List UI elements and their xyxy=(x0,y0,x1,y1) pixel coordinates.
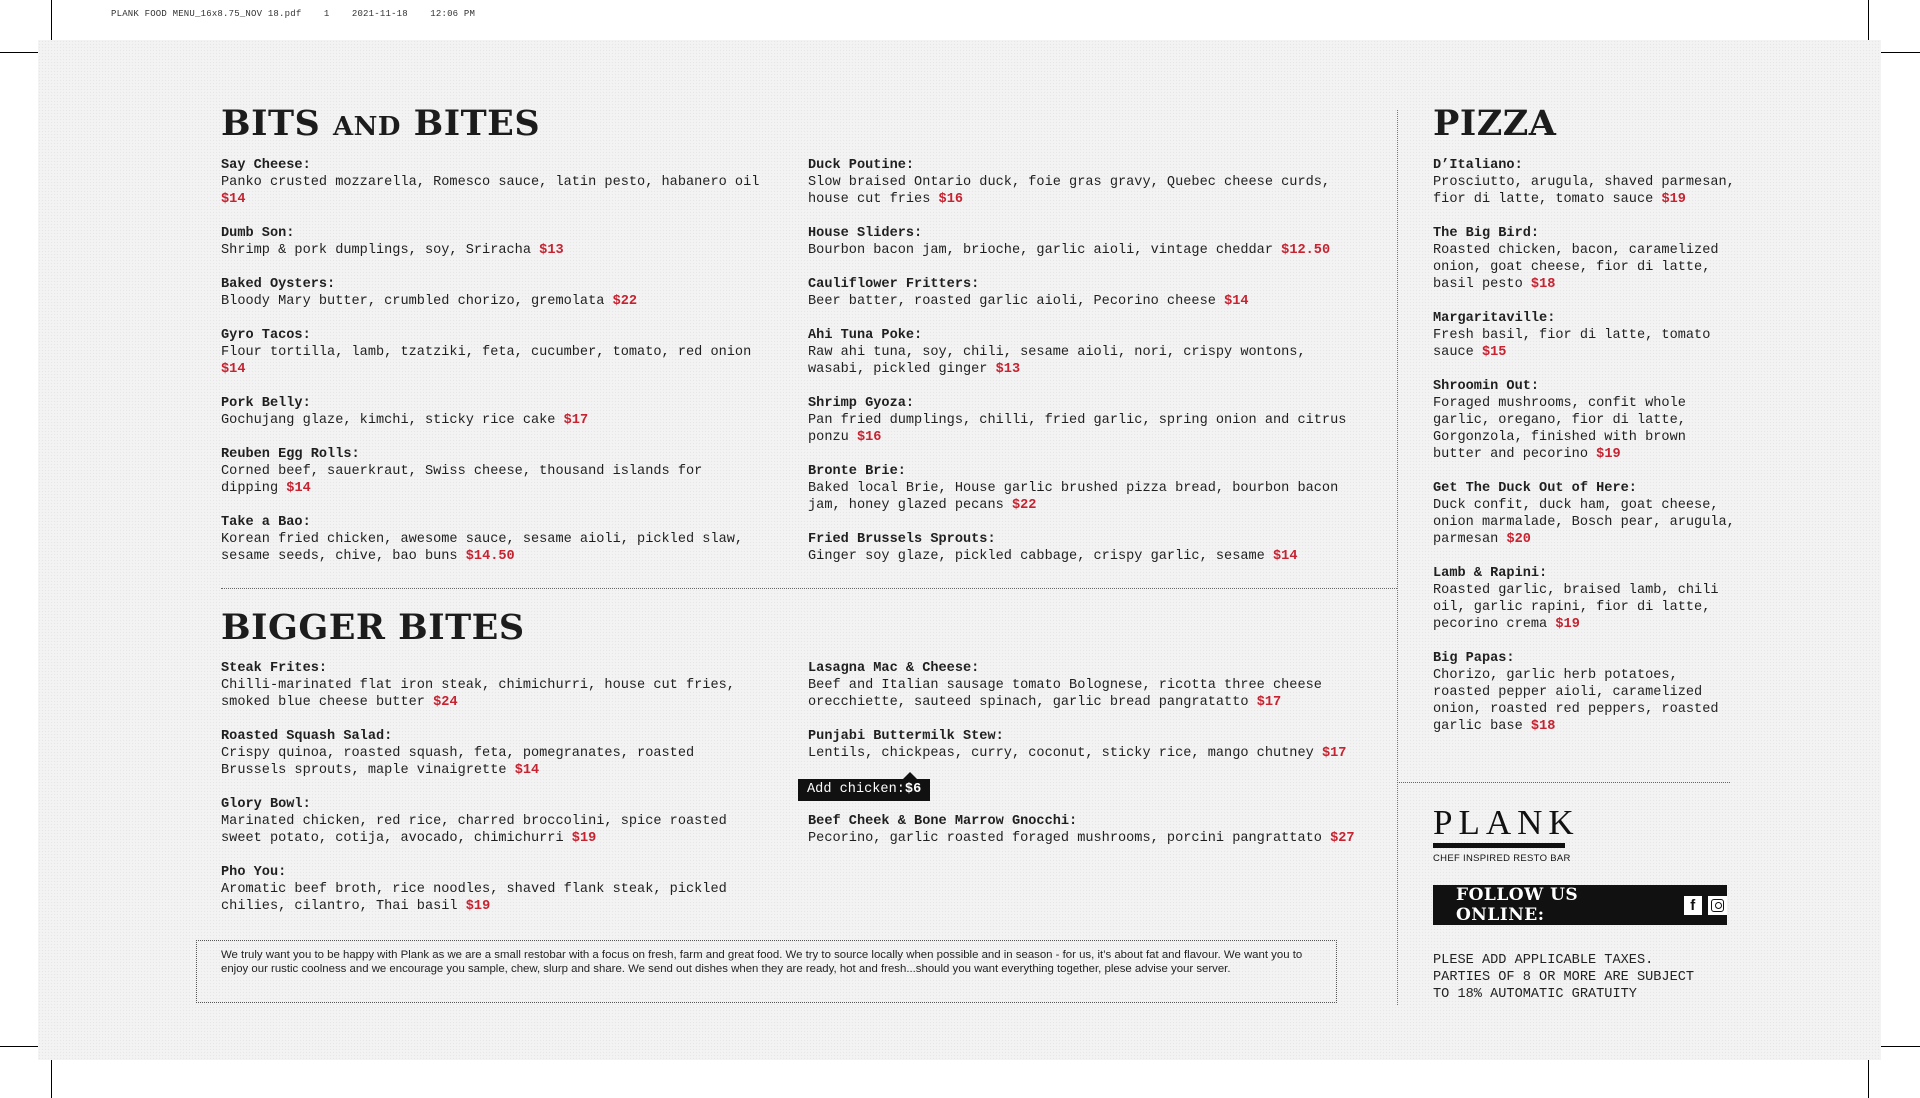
menu-item-price: $20 xyxy=(1506,532,1531,547)
menu-item-desc-text: Duck confit, duck ham, goat cheese, onion marmalade, Bosch pear, arugula, parmesan xyxy=(1433,498,1735,547)
menu-item-price: $27 xyxy=(1330,831,1355,846)
menu-item-description xyxy=(221,344,766,378)
menu-item-description xyxy=(221,677,766,711)
menu-item-name: Take a Bao: xyxy=(221,515,311,530)
menu-item-name: Steak Frites: xyxy=(221,661,328,676)
menu-item-price: $19 xyxy=(1555,617,1580,632)
instagram-icon[interactable] xyxy=(1708,896,1727,915)
menu-item-name: Beef Cheek & Bone Marrow Gnocchi: xyxy=(808,814,1078,829)
bigger-right-column xyxy=(808,660,1368,864)
tax-line: PLESE ADD APPLICABLE TAXES. xyxy=(1433,953,1654,968)
menu-item-description xyxy=(221,174,766,208)
menu-item-name: The Big Bird: xyxy=(1433,226,1540,241)
menu-item-description xyxy=(221,412,766,429)
menu-item-desc-text: Marinated chicken, red rice, charred broccolini, spice roasted sweet potato, cotija, avocado, chimichurri xyxy=(221,814,727,846)
menu-item-price: $18 xyxy=(1530,719,1556,734)
crop-mark xyxy=(1878,1046,1920,1047)
menu-item-name: Say Cheese: xyxy=(221,158,311,173)
menu-item-name: Fried Brussels Sprouts: xyxy=(808,532,996,547)
menu-item-name: Lasagna Mac & Cheese: xyxy=(808,661,980,676)
menu-item-price: $22 xyxy=(1011,498,1037,513)
menu-item-price: $17 xyxy=(1321,746,1347,761)
menu-item-price: $19 xyxy=(1661,192,1686,207)
menu-item-price: $16 xyxy=(856,430,882,445)
section-divider xyxy=(221,588,1397,589)
menu-item-description xyxy=(808,677,1368,711)
menu-item-description xyxy=(808,745,1368,762)
menu-item-desc-text: Bourbon bacon jam, brioche, garlic aioli, vintage cheddar xyxy=(808,243,1273,258)
crop-mark xyxy=(0,1046,42,1047)
menu-item-price: $13 xyxy=(539,243,564,258)
menu-item-description xyxy=(1433,667,1738,735)
menu-item-desc-text: Beef and Italian sausage tomato Bolognese, ricotta three cheese orecchiette, sauteed spinach, garlic bread pangratatto xyxy=(808,678,1322,710)
menu-item-desc-text: Prosciutto, arugula, shaved parmesan, fior di latte, tomato sauce xyxy=(1433,175,1735,207)
crop-mark xyxy=(1868,0,1869,42)
menu-item-description xyxy=(221,745,766,779)
menu-item-name: Glory Bowl: xyxy=(221,797,311,812)
print-date: 2021-11-18 xyxy=(351,9,408,19)
menu-item-description xyxy=(808,412,1368,446)
menu-item xyxy=(1433,480,1738,548)
menu-item-price: $19 xyxy=(465,899,491,914)
menu-item xyxy=(221,728,766,779)
menu-item-description xyxy=(221,531,766,565)
follow-us-banner xyxy=(1433,885,1727,925)
menu-item xyxy=(1433,157,1738,208)
menu-item-price: $19 xyxy=(571,831,597,846)
menu-item-name: Duck Poutine: xyxy=(808,158,915,173)
menu-item-name: Margaritaville: xyxy=(1433,311,1556,326)
menu-item-desc-text: Gochujang glaze, kimchi, sticky rice cake xyxy=(221,413,556,428)
pizza-column xyxy=(1433,157,1738,752)
follow-label: FOLLOW US ONLINE: xyxy=(1456,885,1579,925)
menu-item-name: Punjabi Buttermilk Stew: xyxy=(808,729,1004,744)
menu-item-description xyxy=(1433,497,1738,548)
menu-item xyxy=(808,327,1368,378)
menu-item-description xyxy=(808,548,1368,565)
crop-mark xyxy=(0,52,42,53)
menu-item-desc-text: Roasted garlic, braised lamb, chili oil, garlic rapini, fior di latte, pecorino crema xyxy=(1433,583,1719,632)
menu-item-price: $14.50 xyxy=(465,549,515,564)
menu-item-description xyxy=(221,293,766,310)
menu-item-desc-text: Chilli-marinated flat iron steak, chimichurri, house cut fries, smoked blue cheese butter xyxy=(221,678,735,710)
menu-item xyxy=(1433,650,1738,735)
menu-item-desc-text: Fresh basil, fior di latte, tomato sauce xyxy=(1433,328,1711,360)
menu-item-price: $16 xyxy=(938,192,964,207)
menu-item-desc-text: Flour tortilla, lamb, tzatziki, feta, cucumber, tomato, red onion xyxy=(221,345,752,360)
crop-mark xyxy=(51,1056,52,1098)
menu-item xyxy=(808,531,1368,565)
restaurant-note: We truly want you to be happy with Plank as we are a small restobar with a focus on fresh, farm and great food. We try to source locally when possible and in season - for us, it’s about fat and flavour. We want you to enjoy our rustic coolness and we encourage you sample, chew, slurp and share. We send out dishes when they are ready, hot and fresh...should you want everything together, plese advise your server. xyxy=(196,940,1337,1003)
bits-left-column xyxy=(221,157,766,582)
bigger-bites-title: BIGGER BITES xyxy=(221,607,525,648)
logo-tagline: CHEF INSPIRED RESTO BAR xyxy=(1433,853,1571,864)
menu-item xyxy=(221,660,766,711)
menu-item xyxy=(221,514,766,565)
menu-item xyxy=(221,446,766,497)
menu-item-desc-text: Corned beef, sauerkraut, Swiss cheese, thousand islands for dipping xyxy=(221,464,703,496)
menu-item-desc-text: Chorizo, garlic herb potatoes, roasted pepper aioli, caramelized onion, roasted red peppers, roasted garlic base xyxy=(1433,668,1719,734)
addon-price: $6 xyxy=(904,782,922,797)
menu-item-price: $14 xyxy=(514,763,540,778)
menu-item-name: Big Papas: xyxy=(1433,651,1515,666)
column-divider xyxy=(1397,110,1398,1005)
pizza-divider xyxy=(1397,782,1730,783)
menu-item-desc-text: Slow braised Ontario duck, foie gras gravy, Quebec cheese curds, house cut fries xyxy=(808,175,1331,207)
menu-item-name: Shrimp Gyoza: xyxy=(808,396,915,411)
menu-item-name: Baked Oysters: xyxy=(221,277,336,292)
menu-item-price: $18 xyxy=(1530,277,1556,292)
logo-wordmark: PLANK xyxy=(1433,803,1580,842)
menu-item-name: Get The Duck Out of Here: xyxy=(1433,481,1637,496)
menu-item-desc-text: Crispy quinoa, roasted squash, feta, pomegranates, roasted Brussels sprouts, maple vinaigrette xyxy=(221,746,695,778)
tax-notice xyxy=(1433,952,1733,1003)
menu-item xyxy=(1433,225,1738,293)
menu-item-description xyxy=(808,344,1368,378)
menu-item-description xyxy=(808,242,1368,259)
menu-item-price: $12.50 xyxy=(1281,243,1331,258)
menu-item-name: Reuben Egg Rolls: xyxy=(221,447,360,462)
menu-item xyxy=(808,225,1368,259)
title-word-bites: BITES xyxy=(413,103,541,144)
menu-item xyxy=(1433,310,1738,361)
logo-underline xyxy=(1433,843,1565,848)
title-word-and: AND xyxy=(332,112,401,142)
menu-item-description xyxy=(808,830,1368,847)
menu-item-name: Cauliflower Fritters: xyxy=(808,277,980,292)
menu-item-price: $14 xyxy=(221,192,246,207)
menu-item-description xyxy=(808,174,1368,208)
pizza-title: PIZZA xyxy=(1433,103,1557,144)
menu-item xyxy=(808,463,1368,514)
menu-item-desc-text: Foraged mushrooms, confit whole garlic, oregano, fior di latte, Gorgonzola, finished with brown butter and pecorino xyxy=(1433,396,1686,462)
menu-item xyxy=(808,157,1368,208)
crop-mark xyxy=(1868,1056,1869,1098)
menu-item-name: D’Italiano: xyxy=(1433,158,1523,173)
menu-item-price: $14 xyxy=(221,362,246,377)
menu-item-name: Dumb Son: xyxy=(221,226,295,241)
tax-line: TO 18% AUTOMATIC GRATUITY xyxy=(1433,987,1637,1002)
menu-item xyxy=(1433,565,1738,633)
menu-item-desc-text: Roasted chicken, bacon, caramelized onion, goat cheese, fior di latte, basil pesto xyxy=(1433,243,1719,292)
crop-mark xyxy=(1878,52,1920,53)
menu-item-price: $24 xyxy=(433,695,458,710)
menu-item-price: $14 xyxy=(1273,549,1298,564)
menu-item xyxy=(221,864,766,915)
menu-item-description xyxy=(1433,582,1738,633)
menu-item-description xyxy=(221,242,766,259)
menu-item-name: Bronte Brie: xyxy=(808,464,906,479)
menu-item-price: $19 xyxy=(1596,447,1621,462)
menu-item-description xyxy=(221,813,766,847)
menu-item-name: Roasted Squash Salad: xyxy=(221,729,393,744)
print-time: 12:06 PM xyxy=(430,9,476,19)
menu-item-price: $13 xyxy=(995,362,1021,377)
menu-item-price: $22 xyxy=(612,294,638,309)
menu-item-desc-text: Pan fried dumplings, chilli, fried garlic, spring onion and citrus ponzu xyxy=(808,413,1347,445)
menu-item-description xyxy=(808,293,1368,310)
facebook-icon[interactable]: f xyxy=(1684,896,1703,915)
menu-item xyxy=(808,660,1368,711)
menu-item-description xyxy=(808,480,1368,514)
menu-item-name: Pho You: xyxy=(221,865,287,880)
print-filename: PLANK FOOD MENU_16x8.75_NOV 18.pdf xyxy=(111,9,302,19)
menu-item-price: $14 xyxy=(1224,294,1249,309)
add-chicken-callout xyxy=(798,779,930,801)
menu-item-description xyxy=(221,463,766,497)
menu-item xyxy=(808,395,1368,446)
addon-label: Add chicken: xyxy=(807,782,905,797)
menu-item-price: $17 xyxy=(1256,695,1282,710)
menu-item xyxy=(221,157,766,208)
menu-item-desc-text: Korean fried chicken, awesome sauce, sesame aioli, pickled slaw, sesame seeds, chive, bao buns xyxy=(221,532,744,564)
title-word-bits: BITS xyxy=(221,103,321,144)
menu-item-name: Ahi Tuna Poke: xyxy=(808,328,923,343)
menu-item xyxy=(221,327,766,378)
crop-mark xyxy=(51,0,52,42)
menu-item xyxy=(221,395,766,429)
menu-item xyxy=(808,813,1368,847)
menu-item xyxy=(221,276,766,310)
menu-item-description xyxy=(1433,174,1738,208)
print-page: 1 xyxy=(323,9,330,19)
tax-line: PARTIES OF 8 OR MORE ARE SUBJECT xyxy=(1433,970,1695,985)
menu-item-desc-text: Raw ahi tuna, soy, chili, sesame aioli, nori, crispy wontons, wasabi, pickled ginger xyxy=(808,345,1306,377)
menu-item-price: $17 xyxy=(563,413,589,428)
menu-item-price: $15 xyxy=(1481,345,1507,360)
menu-item-description xyxy=(1433,242,1738,293)
menu-item-desc-text: Shrimp & pork dumplings, soy, Sriracha xyxy=(221,243,531,258)
print-header xyxy=(111,9,475,19)
menu-item-description xyxy=(221,881,766,915)
menu-item-name: House Sliders: xyxy=(808,226,923,241)
menu-item-name: Gyro Tacos: xyxy=(221,328,311,343)
menu-item-desc-text: Bloody Mary butter, crumbled chorizo, gremolata xyxy=(221,294,605,309)
plank-logo xyxy=(1433,805,1580,864)
menu-item-price: $14 xyxy=(286,481,311,496)
menu-item-name: Pork Belly: xyxy=(221,396,311,411)
menu-item xyxy=(221,796,766,847)
menu-item-description xyxy=(1433,327,1738,361)
menu-item-desc-text: Beer batter, roasted garlic aioli, Pecorino cheese xyxy=(808,294,1216,309)
menu-item xyxy=(808,728,1368,762)
menu-item xyxy=(221,225,766,259)
menu-item-desc-text: Baked local Brie, House garlic brushed pizza bread, bourbon bacon jam, honey glazed pecans xyxy=(808,481,1339,513)
menu-item-desc-text: Pecorino, garlic roasted foraged mushrooms, porcini pangrattato xyxy=(808,831,1322,846)
bits-and-bites-title xyxy=(221,103,541,144)
bigger-left-column xyxy=(221,660,766,932)
menu-item xyxy=(1433,378,1738,463)
menu-item-desc-text: Aromatic beef broth, rice noodles, shaved flank steak, pickled chilies, cilantro, Thai basil xyxy=(221,882,727,914)
menu-item-name: Lamb & Rapini: xyxy=(1433,566,1548,581)
menu-item-desc-text: Ginger soy glaze, pickled cabbage, crispy garlic, sesame xyxy=(808,549,1265,564)
menu-item xyxy=(808,276,1368,310)
menu-item-name: Shroomin Out: xyxy=(1433,379,1540,394)
menu-item-desc-text: Panko crusted mozzarella, Romesco sauce, latin pesto, habanero oil xyxy=(221,175,760,190)
menu-item-desc-text: Lentils, chickpeas, curry, coconut, sticky rice, mango chutney xyxy=(808,746,1314,761)
bits-right-column xyxy=(808,157,1368,582)
menu-item-description xyxy=(1433,395,1738,463)
